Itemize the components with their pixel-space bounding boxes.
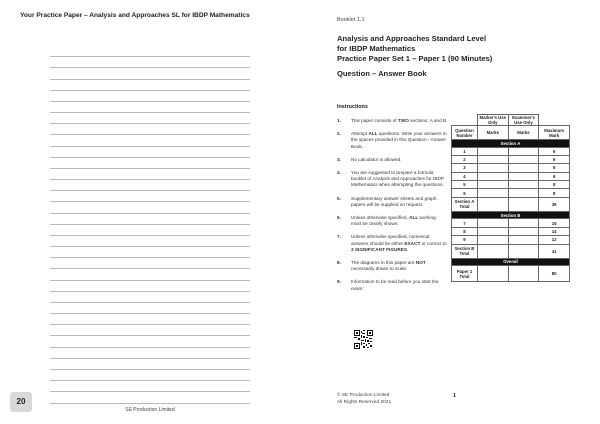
answer-line bbox=[50, 191, 250, 202]
answer-line bbox=[50, 113, 250, 124]
instruction-item bbox=[337, 234, 447, 253]
examiner-mark-cell[interactable] bbox=[508, 219, 539, 227]
answer-line bbox=[50, 292, 250, 303]
table-row bbox=[452, 219, 570, 227]
answer-line bbox=[50, 80, 250, 91]
marker-mark-cell[interactable] bbox=[477, 244, 508, 258]
instruction-number: 7. bbox=[337, 234, 341, 240]
examiner-mark-cell[interactable] bbox=[508, 189, 539, 197]
running-header: Your Practice Paper – Analysis and Approaches SL for IBDP Mathematics bbox=[20, 12, 250, 19]
marker-mark-cell[interactable] bbox=[477, 266, 508, 282]
question-number: 9 bbox=[452, 236, 478, 244]
marks-header: Marks bbox=[477, 126, 508, 140]
answer-line bbox=[50, 169, 250, 180]
question-number: 6 bbox=[452, 189, 478, 197]
answer-line bbox=[50, 158, 250, 169]
marker-mark-cell[interactable] bbox=[477, 147, 508, 155]
examiner-mark-cell[interactable] bbox=[508, 227, 539, 235]
examiner-mark-cell[interactable] bbox=[508, 236, 539, 244]
answer-line bbox=[50, 91, 250, 102]
answer-line bbox=[50, 303, 250, 314]
examiners-use-header: Examiner's Use Only bbox=[508, 115, 539, 126]
question-number: 8 bbox=[452, 227, 478, 235]
question-number-header: Question Number bbox=[452, 126, 478, 140]
title-line: Practice Paper Set 1 – Paper 1 (90 Minutes) bbox=[337, 54, 493, 63]
question-number: 1 bbox=[452, 147, 478, 155]
instruction-text: Attempt ALL questions. Write your answers in the spaces provided in this Question - Answer Book. bbox=[351, 131, 447, 149]
instruction-text: Unless otherwise specified, numerical answers should be either EXACT or correct to 3 SIGNIFICANT FIGURES. bbox=[351, 234, 447, 252]
marks-header: Marks bbox=[508, 126, 539, 140]
table-row bbox=[452, 244, 570, 258]
instruction-item bbox=[337, 215, 447, 227]
examiner-mark-cell[interactable] bbox=[508, 155, 539, 163]
answer-line bbox=[50, 236, 250, 247]
paper-title bbox=[337, 34, 537, 64]
question-number: 3 bbox=[452, 164, 478, 172]
marker-mark-cell[interactable] bbox=[477, 164, 508, 172]
instruction-text: Unless otherwise specified, ALL working must be clearly shown. bbox=[351, 215, 436, 227]
maximum-mark: 6 bbox=[539, 172, 570, 180]
overall-banner: Overall bbox=[452, 258, 570, 266]
instruction-text: This paper consists of TWO sections: A and B bbox=[351, 118, 447, 123]
subtitle: Question – Answer Book bbox=[337, 69, 427, 78]
answer-line bbox=[50, 348, 250, 359]
marker-mark-cell[interactable] bbox=[477, 172, 508, 180]
copyright bbox=[337, 393, 391, 406]
qr-code-icon[interactable] bbox=[354, 330, 373, 349]
instructions-heading: Instructions bbox=[337, 104, 368, 110]
instruction-number: 9. bbox=[337, 279, 341, 285]
table-row bbox=[452, 189, 570, 197]
maximum-mark: 6 bbox=[539, 147, 570, 155]
answer-line bbox=[50, 135, 250, 146]
instruction-number: 1. bbox=[337, 118, 341, 123]
examiner-mark-cell[interactable] bbox=[508, 181, 539, 189]
maximum-mark: 80 bbox=[539, 266, 570, 282]
marker-mark-cell[interactable] bbox=[477, 181, 508, 189]
question-number: Paper 1 Total bbox=[452, 266, 478, 282]
title-line: Analysis and Approaches Standard Level bbox=[337, 34, 487, 43]
page-number-badge: 20 bbox=[10, 392, 32, 412]
right-page bbox=[300, 0, 600, 424]
maximum-mark: 15 bbox=[539, 219, 570, 227]
answer-line bbox=[50, 281, 250, 292]
instruction-item bbox=[337, 260, 447, 272]
copyright-line: All Rights Reserved 2021 bbox=[337, 399, 392, 405]
table-row bbox=[452, 236, 570, 244]
table-row bbox=[452, 155, 570, 163]
instruction-item bbox=[337, 170, 447, 189]
copyright-line: © SE Production Limited bbox=[337, 393, 390, 398]
marker-mark-cell[interactable] bbox=[477, 219, 508, 227]
markers-use-header: Marker's Use Only bbox=[477, 115, 508, 126]
answer-line bbox=[50, 46, 250, 57]
question-number: 5 bbox=[452, 181, 478, 189]
answer-line bbox=[50, 325, 250, 336]
instruction-text: No calculator is allowed. bbox=[351, 156, 402, 162]
answer-line bbox=[50, 57, 250, 68]
table-row bbox=[452, 197, 570, 211]
table-row bbox=[452, 164, 570, 172]
answer-line bbox=[50, 68, 250, 79]
instruction-number: 6. bbox=[337, 215, 341, 221]
marker-mark-cell[interactable] bbox=[477, 236, 508, 244]
booklet-label: Booklet 1.1 bbox=[337, 17, 365, 23]
title-line: for IBDP Mathematics bbox=[337, 44, 416, 53]
instruction-number: 8. bbox=[337, 260, 341, 266]
answer-line bbox=[50, 180, 250, 191]
marker-mark-cell[interactable] bbox=[477, 189, 508, 197]
examiner-mark-cell[interactable] bbox=[508, 172, 539, 180]
examiner-mark-cell[interactable] bbox=[508, 164, 539, 172]
page-number: 1 bbox=[453, 393, 456, 399]
instruction-item bbox=[337, 279, 447, 291]
marker-mark-cell[interactable] bbox=[477, 155, 508, 163]
left-footer: SE Production Limited bbox=[125, 407, 175, 413]
answer-line bbox=[50, 381, 250, 392]
examiner-mark-cell[interactable] bbox=[508, 266, 539, 282]
maximum-mark: 8 bbox=[539, 181, 570, 189]
maximum-mark: 14 bbox=[539, 227, 570, 235]
instruction-number: 3. bbox=[337, 156, 341, 162]
answer-line bbox=[50, 147, 250, 158]
table-row bbox=[452, 227, 570, 235]
answer-line bbox=[50, 392, 250, 403]
table-row bbox=[452, 147, 570, 155]
answer-line bbox=[50, 225, 250, 236]
table-row bbox=[452, 172, 570, 180]
question-number: Section B Total bbox=[452, 244, 478, 258]
answer-line bbox=[50, 214, 250, 225]
instruction-item bbox=[337, 196, 447, 208]
table-row bbox=[452, 181, 570, 189]
question-number: Section A Total bbox=[452, 197, 478, 211]
maximum-mark-header: Maximum Mark bbox=[539, 126, 570, 140]
instruction-item bbox=[337, 157, 447, 163]
answer-line bbox=[50, 247, 250, 258]
marker-mark-cell[interactable] bbox=[477, 197, 508, 211]
table-row bbox=[452, 266, 570, 282]
marks-table bbox=[451, 114, 570, 282]
instructions-list bbox=[337, 118, 447, 292]
question-number: 2 bbox=[452, 155, 478, 163]
instruction-number: 5. bbox=[337, 195, 341, 201]
instruction-text: You are suggested to prepare a formula booklet of Analysis and Approaches for IBDP Mathematics when attempting the questions. bbox=[351, 170, 444, 188]
examiner-mark-cell[interactable] bbox=[508, 197, 539, 211]
answer-line bbox=[50, 359, 250, 370]
answer-line bbox=[50, 102, 250, 113]
marker-mark-cell[interactable] bbox=[477, 227, 508, 235]
section-b-banner: Section B bbox=[452, 211, 570, 219]
maximum-mark: 6 bbox=[539, 155, 570, 163]
answer-line bbox=[50, 269, 250, 280]
instruction-item bbox=[337, 131, 447, 150]
maximum-mark: 41 bbox=[539, 244, 570, 258]
section-a-banner: Section A bbox=[452, 140, 570, 148]
examiner-mark-cell[interactable] bbox=[508, 244, 539, 258]
answer-line bbox=[50, 336, 250, 347]
maximum-mark: 39 bbox=[539, 197, 570, 211]
instruction-number: 4. bbox=[337, 170, 341, 176]
instruction-text: Information to be read before you start the exam: bbox=[351, 279, 439, 291]
answer-line bbox=[50, 202, 250, 213]
examiner-mark-cell[interactable] bbox=[508, 147, 539, 155]
question-number: 4 bbox=[452, 172, 478, 180]
answer-line bbox=[50, 314, 250, 325]
maximum-mark: 5 bbox=[539, 164, 570, 172]
question-number: 7 bbox=[452, 219, 478, 227]
instruction-item bbox=[337, 118, 447, 124]
instruction-text: The diagrams in this paper are NOT necessarily drawn to scale. bbox=[351, 260, 426, 272]
maximum-mark: 12 bbox=[539, 236, 570, 244]
maximum-mark: 8 bbox=[539, 189, 570, 197]
answer-line bbox=[50, 124, 250, 135]
answer-line bbox=[50, 258, 250, 269]
instruction-number: 2. bbox=[337, 131, 341, 137]
answer-line bbox=[50, 370, 250, 381]
writing-lines bbox=[50, 46, 250, 404]
instruction-text: Supplementary answer sheets and graph papers will be supplied on request. bbox=[351, 195, 437, 207]
